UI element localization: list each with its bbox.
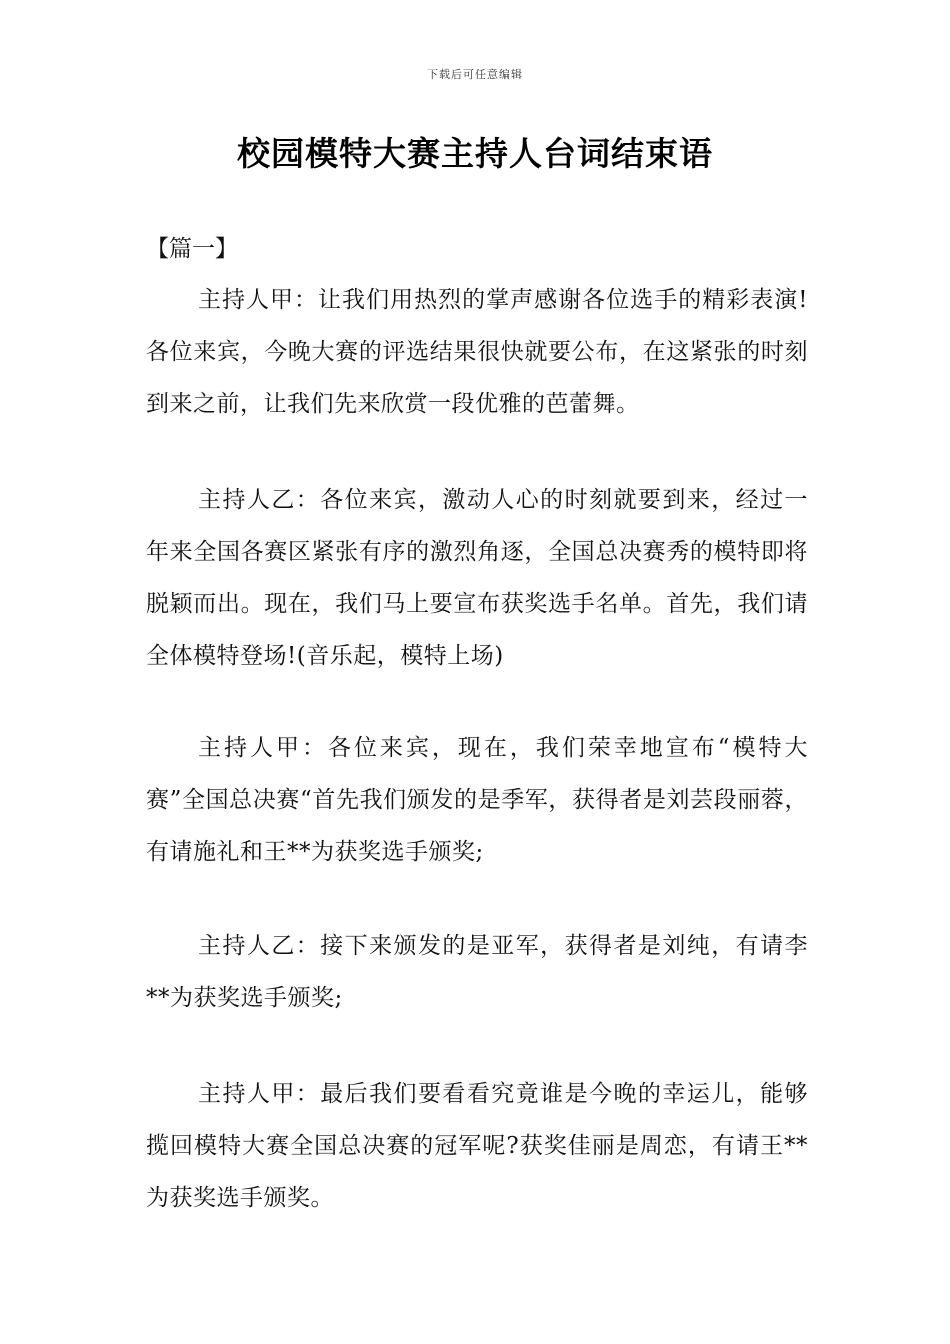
paragraph-host-a-3: 主持人甲：最后我们要看看究竟谁是今晚的幸运儿，能够揽回模特大赛全国总决赛的冠军呢?获奖佳丽是周恋，有请王**为获奖选手颁奖。	[146, 1081, 808, 1211]
header-note: 下载后可任意编辑	[427, 68, 523, 81]
paragraph-host-a-2: 主持人甲：各位来宾，现在，我们荣幸地宣布“模特大赛”全国总决赛“首先我们颁发的是季军，获得者是刘芸段丽蓉，有请施礼和王**为获奖选手颁奖;	[146, 735, 808, 865]
document-title: 校园模特大赛主持人台词结束语	[237, 134, 713, 173]
paragraph-host-b-1: 主持人乙：各位来宾，激动人心的时刻就要到来，经过一年来全国各赛区紧张有序的激烈角逐，全国总决赛秀的模特即将脱颖而出。现在，我们马上要宣布获奖选手名单。首先，我们请全体模特登场!(音乐起，模特上场)	[146, 487, 808, 669]
paragraph-host-a-1: 主持人甲：让我们用热烈的掌声感谢各位选手的精彩表演!各位来宾，今晚大赛的评选结果很快就要公布，在这紧张的时刻到来之前，让我们先来欣赏一段优雅的芭蕾舞。	[146, 287, 808, 417]
section-label: 【篇一】	[146, 236, 238, 262]
paragraph-host-b-2: 主持人乙：接下来颁发的是亚军，获得者是刘纯，有请李**为获奖选手颁奖;	[146, 933, 808, 1011]
